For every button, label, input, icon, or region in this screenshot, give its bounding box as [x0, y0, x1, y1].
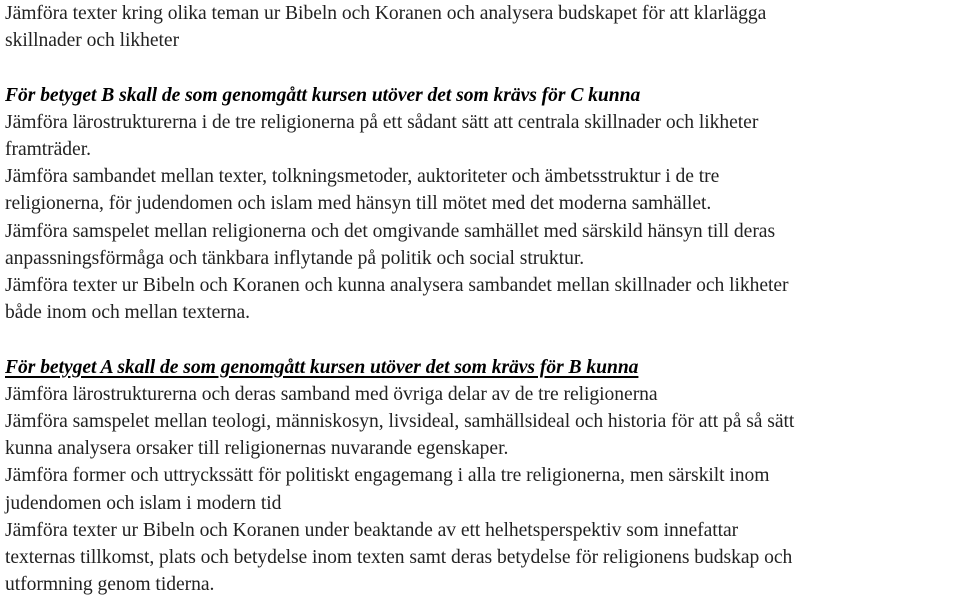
section-b-line: Jämföra sambandet mellan texter, tolkningsmetoder, auktoriteter och ämbetsstruktur i de tre [5, 166, 720, 188]
section-b-line: framträder. [5, 139, 91, 160]
section-b-line: Jämföra samspelet mellan religionerna och det omgivande samhället med särskild hänsyn till deras [5, 220, 776, 242]
intro-line-1: Jämföra texter kring olika teman ur Bibeln och Koranen och analysera budskapet för att klarlägga [5, 3, 767, 24]
section-a-line: utformning genom tiderna. [5, 574, 215, 596]
section-a-line: Jämföra texter ur Bibeln och Koranen under beaktande av ett helhetsperspektiv som innefattar [5, 519, 739, 541]
section-b-line: Jämföra lärostrukturerna i de tre religionerna på ett sådant sätt att centrala skillnader och likheter [5, 111, 759, 133]
document-page [5, 0, 955, 598]
section-a-line: judendomen och islam i modern tid [5, 492, 282, 514]
section-a-line: kunna analysera orsaker till religionernas nuvarande egenskaper. [5, 438, 509, 460]
paragraph-gap [5, 326, 955, 353]
section-a-line: texternas tillkomst, plats och betydelse inom texten samt deras betydelse för religionens budskap och [5, 547, 793, 569]
section-a-line: Jämföra lärostrukturerna och deras samband med övriga delar av de tre religionerna [5, 383, 658, 405]
section-a-heading: För betyget A skall de som genomgått kursen utöver det som krävs för B kunna [5, 356, 639, 378]
intro-line-2: skillnader och likheter [5, 30, 180, 52]
section-b-heading: För betyget B skall de som genomgått kursen utöver det som krävs för C kunna [5, 84, 641, 106]
section-a-line: Jämföra samspelet mellan teologi, människosyn, livsideal, samhällsideal och historia för att på så sätt [5, 411, 795, 433]
paragraph-gap [5, 54, 955, 81]
section-b-line: både inom och mellan texterna. [5, 302, 250, 324]
section-b-line: anpassningsförmåga och tänkbara inflytande på politik och social struktur. [5, 247, 585, 269]
section-a-line: Jämföra former och uttryckssätt för politiskt engagemang i alla tre religionerna, men särskilt inom [5, 465, 770, 487]
section-b-line: Jämföra texter ur Bibeln och Koranen och kunna analysera sambandet mellan skillnader och likheter [5, 275, 789, 297]
section-b-line: religionerna, för judendomen och islam med hänsyn till mötet med det moderna samhället. [5, 193, 712, 215]
